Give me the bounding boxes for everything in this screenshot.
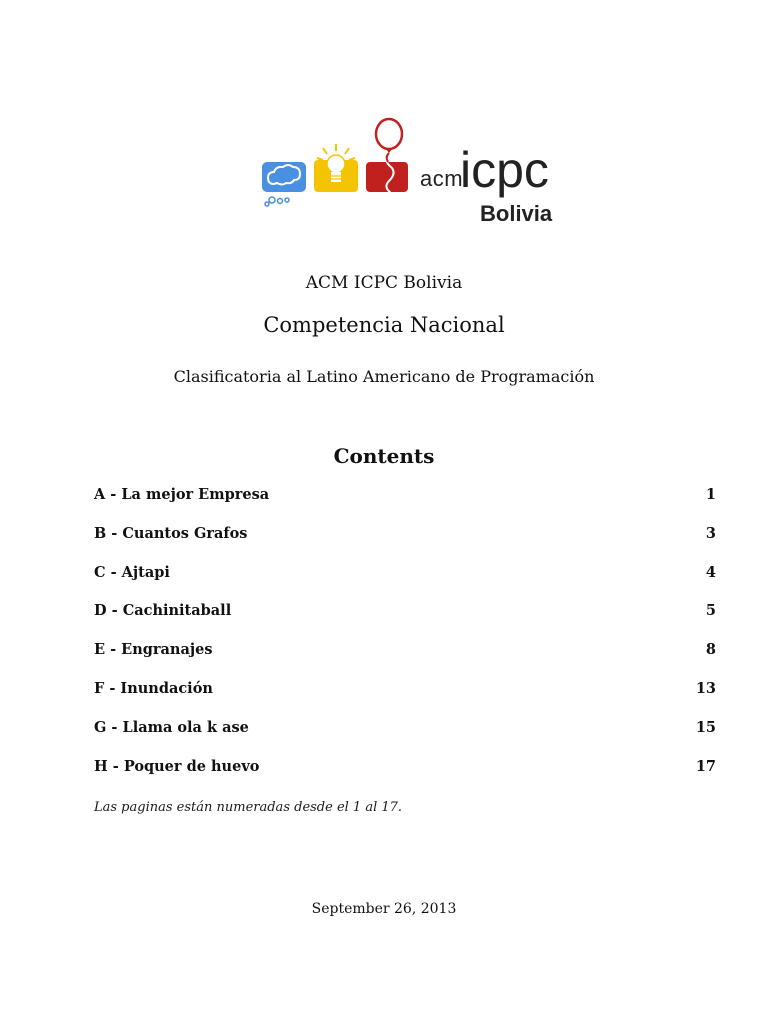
competition-title: Competencia Nacional: [263, 313, 505, 337]
logo-country-text: Bolivia: [480, 201, 553, 226]
toc-entry-title: H - Poquer de huevo: [94, 757, 260, 775]
pagination-note: Las paginas están numeradas desde el 1 al 17.: [94, 800, 403, 815]
toc-entry-title: C - Ajtapi: [94, 563, 170, 581]
acm-icpc-bolivia-logo: [256, 106, 553, 232]
logo-acm-text: acm: [420, 166, 464, 191]
toc-entry-title: F - Inundación: [94, 679, 213, 697]
toc-entry-a[interactable]: [94, 486, 716, 525]
toc-entry-page: 13: [695, 679, 716, 697]
balloon-icon: [366, 119, 408, 193]
toc-entry-title: E - Engranajes: [94, 641, 213, 659]
toc-entry-page: 5: [705, 602, 716, 620]
toc-entry-page: 3: [705, 524, 716, 542]
toc-entry-f[interactable]: [94, 680, 716, 719]
toc-entry-c[interactable]: [94, 564, 716, 603]
toc-entry-title: A - La mejor Empresa: [94, 486, 270, 503]
logo-icpc-text: icpc: [460, 142, 549, 198]
toc-entry-e[interactable]: [94, 641, 716, 680]
toc-entry-title: D - Cachinitaball: [94, 602, 232, 620]
contents-heading: Contents: [333, 444, 435, 468]
competition-subtitle: Clasificatoria al Latino Americano de Programación: [173, 367, 595, 386]
organization-name: ACM ICPC Bolivia: [305, 273, 463, 293]
toc-entry-page: 17: [695, 757, 716, 775]
lightbulb-icon: [314, 144, 358, 192]
toc-entry-page: 15: [695, 718, 716, 736]
toc-entry-page: 4: [705, 563, 716, 581]
table-of-contents: [94, 486, 716, 796]
document-date: September 26, 2013: [311, 901, 457, 917]
toc-entry-h[interactable]: [94, 758, 716, 797]
toc-entry-g[interactable]: [94, 719, 716, 758]
thought-cloud-icon: [262, 162, 306, 206]
toc-entry-title: B - Cuantos Grafos: [94, 524, 248, 542]
toc-entry-page: 1: [705, 486, 716, 503]
toc-entry-page: 8: [705, 641, 716, 659]
toc-entry-d[interactable]: [94, 602, 716, 641]
toc-entry-b[interactable]: [94, 525, 716, 564]
toc-entry-title: G - Llama ola k ase: [94, 718, 249, 736]
